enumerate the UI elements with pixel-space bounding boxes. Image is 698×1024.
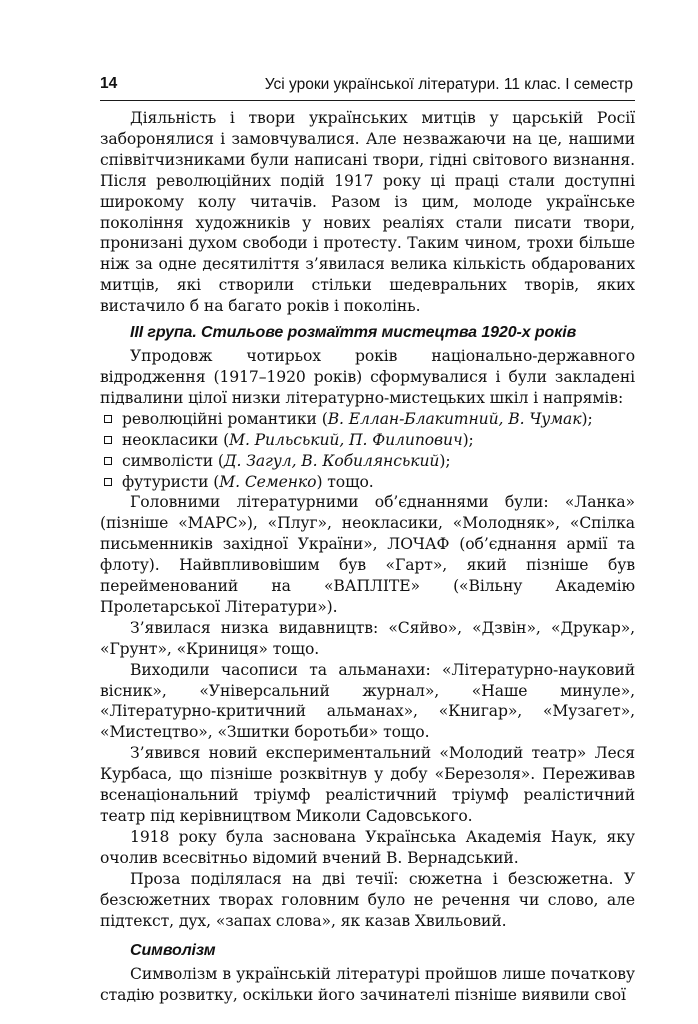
list-item: футуристи (М. Семенко) тощо.: [100, 472, 635, 493]
page-number: 14: [100, 75, 118, 92]
paragraph-publishers: З’явилася низка видавництв: «Сяйво», «Дзвін», «Друкар», «Грунт», «Криниця» тощо.: [100, 618, 635, 658]
list-item: символісти (Д. Загул, В. Кобилянський);: [100, 451, 635, 472]
paragraph-academy: 1918 року була заснована Українська Академія Наук, яку очолив всесвітньо відомий вчений В. Вернадський.: [100, 827, 635, 867]
checkbox-bullet-icon: [104, 436, 112, 444]
list-item: неокласики (М. Рильський, П. Филипович);: [100, 430, 635, 451]
paragraph-schools-intro: Упродовж чотирьох років національно-державного відродження (1917–1920 років) сформувалися і були закладені підвалини цілої низки літературно-мистецьких шкіл і напрямів:: [100, 347, 635, 407]
page-body: [100, 108, 635, 1006]
paragraph-intro: Діяльність і твори українських митців у царській Росії заборонялися і замовчувалися. Але незважаючи на це, нашими співвітчизниками були написані твори, гідні світового визнання. Після революційних подій 1917 року ці праці стали доступні широкому колу читачів. Разом із цим, молоде українське покоління художників у нових реаліях стали писати твори, пронизані духом свободи і протесту. Таким чином, трохи більше ніж за одне десятиліття з’явилася велика кількість обдарованих митців, які створили стільки шедевральних творів, яких вистачило б на багато років і поколінь.: [100, 109, 635, 316]
paragraph-symbolism: Символізм в українській літературі пройшов лише початкову стадію розвитку, оскільки його зачинателі пізніше виявили свої: [100, 965, 635, 1005]
schools-list: [100, 409, 635, 493]
checkbox-bullet-icon: [104, 415, 112, 423]
paragraph-journals: Виходили часописи та альманахи: «Літературно-науковий вісник», «Універсальний журнал», «Наше минуле», «Літературно-критичний альманах», «Книгар», «Музагет», «Мистецтво», «Зшитки боротьби» тощо.: [100, 660, 635, 742]
paragraph-associations: Головними літературними об’єднаннями були: «Ланка» (пізніше «МАРС»), «Плуг», неокласики, «Молодняк», «Спілка письменників західної України», ЛОЧАФ (об’єднання армії та флоту). Найвпливовішим був «Гарт», який пізніше був перейменований на «ВАПЛІТЕ» («Вільну Академію Пролетарської Літератури»).: [100, 493, 635, 616]
checkbox-bullet-icon: [104, 457, 112, 465]
running-header: [100, 74, 635, 101]
paragraph-prose: Проза поділялася на дві течії: сюжетна і безсюжетна. У безсюжетних творах головним було не речення чи слово, але підтекст, дух, «запах слова», як казав Хвильовий.: [100, 869, 635, 930]
checkbox-bullet-icon: [104, 478, 112, 486]
section-heading-symbolism: Символізм: [130, 942, 216, 960]
paragraph-theatre: З’явився новий експериментальний «Молодий театр» Леся Курбаса, що пізніше розквітнув у добу «Березоля». Переживав всенаціональний тріумф реалістичний тріумф реалістичний театр під керівництвом Миколи Садовського.: [100, 744, 635, 825]
section-heading-group-3: ІІІ група. Стильове розмаїття мистецтва 1920-х років: [130, 324, 577, 342]
list-item: революційні романтики (В. Еллан-Блакитний, В. Чумак);: [100, 409, 635, 430]
running-title: Усі уроки української літератури. 11 клас. І семестр: [264, 76, 633, 93]
